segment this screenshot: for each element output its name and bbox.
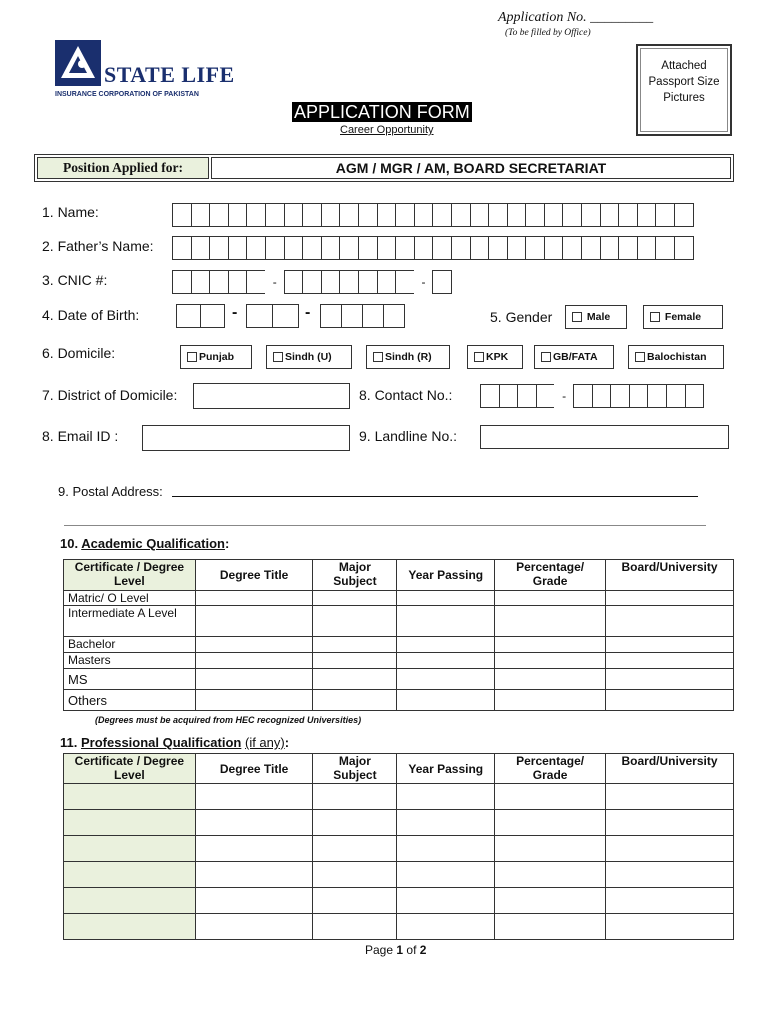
char-cell[interactable] [228,270,248,294]
company-logo-icon [55,40,101,86]
postal-line-1[interactable] [172,496,698,497]
char-cell[interactable] [191,236,211,260]
char-cell[interactable] [414,203,434,227]
char-cell[interactable] [191,203,211,227]
char-cell[interactable] [246,236,266,260]
contact-label: 8. Contact No.: [359,387,453,403]
char-cell[interactable] [581,203,601,227]
checkbox-icon[interactable] [635,352,645,362]
char-cell[interactable] [562,236,582,260]
char-cell[interactable] [321,236,341,260]
checkbox-icon[interactable] [474,352,484,362]
checkbox-icon[interactable] [572,312,582,322]
char-cell[interactable] [637,236,657,260]
char-cell[interactable] [655,236,675,260]
position-row [34,154,734,182]
cnic-input[interactable] [172,270,451,294]
char-cell[interactable] [517,384,537,408]
char-cell[interactable] [377,203,397,227]
table-row [64,669,734,690]
char-cell[interactable] [265,236,285,260]
to-be-filled-note: (To be filled by Office) [505,28,591,38]
academic-note: (Degrees must be acquired from HEC recognized Universities) [95,715,362,725]
contact-input[interactable] [480,384,703,408]
char-cell[interactable] [395,236,415,260]
form-subtitle: Career Opportunity [340,124,434,136]
position-label: Position Applied for: [37,157,209,179]
char-cell[interactable] [544,203,564,227]
char-cell[interactable] [480,384,500,408]
father-name-input[interactable] [172,236,693,260]
char-cell[interactable] [377,236,397,260]
char-cell[interactable] [209,236,229,260]
dob-dash-2: - [305,304,311,321]
checkbox-icon[interactable] [541,352,551,362]
char-cell[interactable] [451,236,471,260]
checkbox-icon[interactable] [273,352,283,362]
col-major-subject: Major Subject [313,560,397,591]
professional-table [63,753,734,940]
photo-box [636,44,732,136]
col-certificate: Certificate / Degree Level [64,754,196,784]
char-cell[interactable] [507,236,527,260]
char-cell[interactable] [246,203,266,227]
char-cell[interactable] [284,270,304,294]
char-cell[interactable] [284,236,304,260]
char-cell[interactable] [321,203,341,227]
checkbox-icon[interactable] [650,312,660,322]
char-cell[interactable] [573,384,593,408]
char-cell[interactable] [562,203,582,227]
checkbox-icon[interactable] [373,352,383,362]
cell-separator: - [414,270,434,294]
landline-label: 9. Landline No.: [359,428,458,444]
char-cell[interactable] [432,203,452,227]
char-cell[interactable] [172,236,192,260]
char-cell[interactable] [674,236,694,260]
char-cell[interactable] [321,270,341,294]
name-input[interactable] [172,203,693,227]
postal-label: 9. Postal Address: [58,484,163,499]
dob-dash-1: - [232,304,238,321]
photo-box-text: Attached Passport Size Pictures [648,60,720,104]
company-name: STATE LIFE [104,62,235,87]
col-board: Board/University [606,754,734,784]
char-cell[interactable] [618,203,638,227]
col-percentage: Percentage/ Grade [495,560,606,591]
char-cell[interactable] [265,203,285,227]
position-value[interactable]: AGM / MGR / AM, BOARD SECRETARIAT [211,157,731,179]
char-cell[interactable] [209,203,229,227]
char-cell[interactable] [358,203,378,227]
char-cell[interactable] [600,203,620,227]
table-row [64,606,734,637]
row-label: Others [64,690,196,711]
char-cell[interactable] [358,236,378,260]
char-cell[interactable] [395,270,415,294]
char-cell[interactable] [666,384,686,408]
char-cell[interactable] [377,270,397,294]
char-cell[interactable] [432,236,452,260]
domicile-kpk-option[interactable]: KPK [467,345,523,369]
row-label: Bachelor [64,637,196,653]
char-cell[interactable] [414,236,434,260]
table-row [64,591,734,606]
dob-year-input[interactable] [320,304,404,328]
char-cell[interactable] [647,384,667,408]
char-cell[interactable] [525,236,545,260]
email-label: 8. Email ID : [42,428,119,444]
char-cell[interactable] [674,203,694,227]
char-cell[interactable] [302,203,322,227]
cell-separator: - [554,384,574,408]
char-cell[interactable] [592,384,612,408]
col-major-subject: Major Subject [313,754,397,784]
char-cell[interactable] [339,270,359,294]
char-cell[interactable] [544,236,564,260]
gender-male-option[interactable]: Male [565,305,627,329]
row-label: MS [64,669,196,690]
char-cell[interactable] [637,203,657,227]
row-label: Intermediate A Level [64,606,196,637]
table-row [64,810,734,836]
table-row [64,637,734,653]
domicile-gbfata-option[interactable]: GB/FATA [534,345,614,369]
char-cell[interactable] [488,236,508,260]
char-cell[interactable] [536,384,556,408]
row-label: Matric/ O Level [64,591,196,606]
char-cell[interactable] [432,270,452,294]
district-label: 7. District of Domicile: [42,387,178,403]
char-cell[interactable] [507,203,527,227]
char-cell[interactable] [610,384,630,408]
char-cell[interactable] [339,236,359,260]
form-title: APPLICATION FORM [294,102,470,122]
cnic-label: 3. CNIC #: [42,272,108,288]
char-cell[interactable] [191,270,211,294]
char-cell[interactable] [470,236,490,260]
char-cell[interactable] [581,236,601,260]
checkbox-icon[interactable] [187,352,197,362]
postal-line-2[interactable] [64,525,706,526]
char-cell[interactable] [618,236,638,260]
char-cell[interactable] [395,203,415,227]
dob-day-input[interactable] [176,304,224,328]
district-input[interactable] [193,383,350,409]
dob-month-input[interactable] [246,304,298,328]
col-year-passing: Year Passing [397,754,495,784]
col-board: Board/University [606,560,734,591]
char-cell[interactable] [302,236,322,260]
father-name-label: 2. Father’s Name: [42,238,154,254]
char-cell[interactable] [172,203,192,227]
char-cell[interactable] [209,270,229,294]
application-no-label: Application No. _________ [498,10,654,25]
row-label: Masters [64,653,196,669]
table-row [64,690,734,711]
academic-heading: 10. Academic Qualification: [60,536,230,551]
domicile-sindh-r-option[interactable]: Sindh (R) [366,345,450,369]
col-year-passing: Year Passing [397,560,495,591]
char-cell[interactable] [655,203,675,227]
table-row [64,784,734,810]
gender-label: 5. Gender [490,309,553,325]
email-input[interactable] [142,425,350,451]
domicile-sindh-u-option[interactable]: Sindh (U) [266,345,352,369]
dob-label: 4. Date of Birth: [42,307,140,323]
char-cell[interactable] [470,203,490,227]
domicile-punjab-option[interactable]: Punjab [180,345,252,369]
col-certificate: Certificate / Degree Level [64,560,196,591]
name-label: 1. Name: [42,204,99,220]
char-cell[interactable] [284,203,304,227]
company-subtitle: INSURANCE CORPORATION OF PAKISTAN [55,91,199,98]
academic-table [63,559,734,711]
table-row [64,653,734,669]
professional-heading: 11. Professional Qualification (if any): [60,735,290,750]
char-cell[interactable] [600,236,620,260]
char-cell[interactable] [302,270,322,294]
char-cell[interactable] [339,203,359,227]
domicile-label: 6. Domicile: [42,345,116,361]
table-row [64,888,734,914]
academic-header-row [64,560,734,591]
domicile-balochistan-option[interactable]: Balochistan [628,345,724,369]
col-percentage: Percentage/ Grade [495,754,606,784]
char-cell[interactable] [685,384,705,408]
char-cell[interactable] [246,270,266,294]
char-cell[interactable] [228,203,248,227]
char-cell[interactable] [629,384,649,408]
char-cell[interactable] [358,270,378,294]
col-degree-title: Degree Title [195,754,313,784]
table-row [64,862,734,888]
table-row [64,836,734,862]
landline-input[interactable] [480,425,729,449]
char-cell[interactable] [172,270,192,294]
cell-separator: - [265,270,285,294]
char-cell[interactable] [488,203,508,227]
char-cell[interactable] [228,236,248,260]
table-row [64,914,734,940]
char-cell[interactable] [499,384,519,408]
professional-header-row [64,754,734,784]
char-cell[interactable] [525,203,545,227]
page-number: Page 1 of 2 [365,943,427,957]
char-cell[interactable] [451,203,471,227]
gender-female-option[interactable]: Female [643,305,723,329]
col-degree-title: Degree Title [195,560,313,591]
